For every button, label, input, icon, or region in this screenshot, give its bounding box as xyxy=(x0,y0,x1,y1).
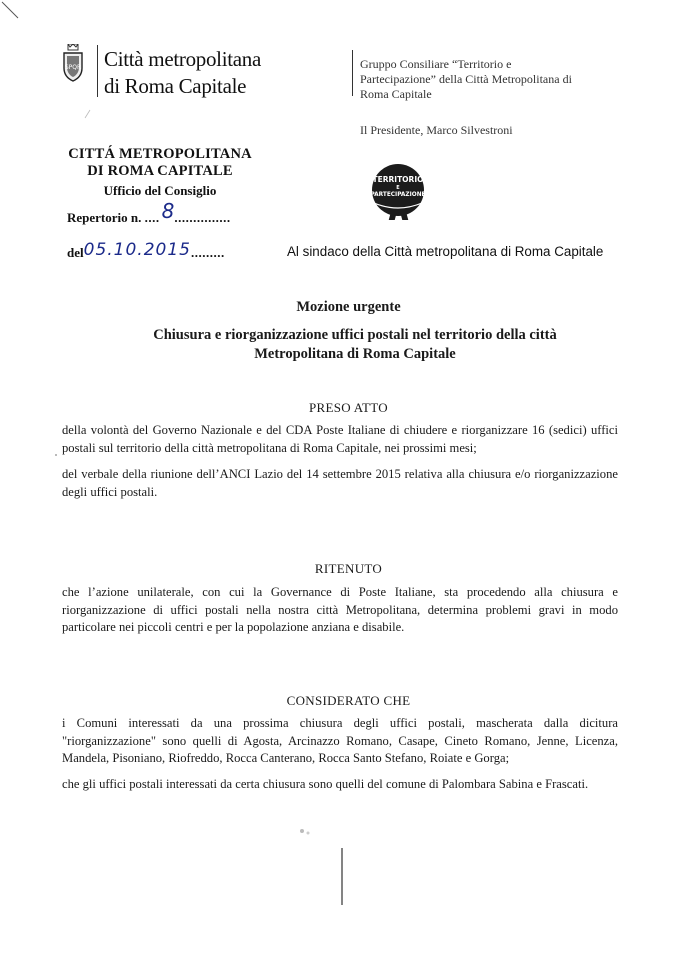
logo-line-1: TERRITORIO xyxy=(372,175,424,184)
ritenuto-paragraph-1: che l’azione unilaterale, con cui la Governance di Poste Italiane, sta procedendo alla chiusura e riorganizzazione di uffici postali nella nostra città Metropolitana, determina problemi gravi in modo particolare nei piccoli centri e per la popolazione anziana e disabile. xyxy=(62,585,618,634)
brand-line-1: Città metropolitana xyxy=(104,47,262,71)
considerato-paragraph-1: i Comuni interessati da una prossima chiusura degli uffici postali, mascherata dalla dicitura "riorganizzazione" sono quelli di Agosta, Arcinazzo Romano, Casape, Cineto Romano, Jenne, Licenza, Mandela, Pisoniano, Riofreddo, Rocca Canterano, Rocca Santo Stefano, Roiate e Gorga; xyxy=(62,716,618,765)
stamp-line-3: Ufficio del Consiglio xyxy=(103,183,217,198)
date-value: 05.10.2015 xyxy=(83,240,191,260)
stamp-line-1: CITTÁ METROPOLITANA xyxy=(68,146,252,162)
motion-title: Chiusura e riorganizzazione uffici postali nel territorio della città Metropolitana di Roma Capitale xyxy=(153,327,557,362)
preso-atto-paragraph-2: del verbale della riunione dell’ANCI Lazio del 14 settembre 2015 relativa alla chiusura e/o riorganizzazione degli uffici postali. xyxy=(62,467,618,499)
president-line: Il Presidente, Marco Silvestroni xyxy=(360,123,513,137)
section-heading-ritenuto: RITENUTO xyxy=(314,561,383,576)
repertorio-number: 8 xyxy=(161,199,175,223)
date-line: del05.10.2015......... xyxy=(67,240,225,260)
preso-atto-paragraph-1: della volontà del Governo Nazionale e del CDA Poste Italiane di chiudere e riorganizzare 16 (sedici) uffici postali sul territorio della città metropolitana di Roma Capitale, nei prossimi mesi; xyxy=(62,423,618,455)
date-label: del xyxy=(67,245,84,260)
group-line-2: Partecipazione” della Città Metropolitana di xyxy=(360,72,572,86)
considerato-paragraph-2: che gli uffici postali interessati da certa chiusura sono quelli del comune di Palombara Sabina e Frascati. xyxy=(62,777,589,791)
section-heading-considerato: CONSIDERATO CHE xyxy=(286,693,411,708)
repertorio-line: Repertorio n. .... 8............... xyxy=(67,199,231,225)
group-line-1: Gruppo Consiliare “Territorio e xyxy=(360,57,512,71)
group-line-3: Roma Capitale xyxy=(360,87,432,101)
stamp-line-2: DI ROMA CAPITALE xyxy=(87,163,233,179)
logo-line-3: PARTECIPAZIONE xyxy=(370,192,426,198)
section-heading-preso-atto: PRESO ATTO xyxy=(309,400,388,415)
brand-line-2: di Roma Capitale xyxy=(104,74,247,98)
logo-line-2: E xyxy=(396,185,400,191)
repertorio-label: Repertorio n. xyxy=(67,210,145,225)
motion-type: Mozione urgente xyxy=(296,299,401,315)
addressee: Al sindaco della Città metropolitana di Roma Capitale xyxy=(287,244,604,259)
svg-text:SPQR: SPQR xyxy=(64,64,82,71)
